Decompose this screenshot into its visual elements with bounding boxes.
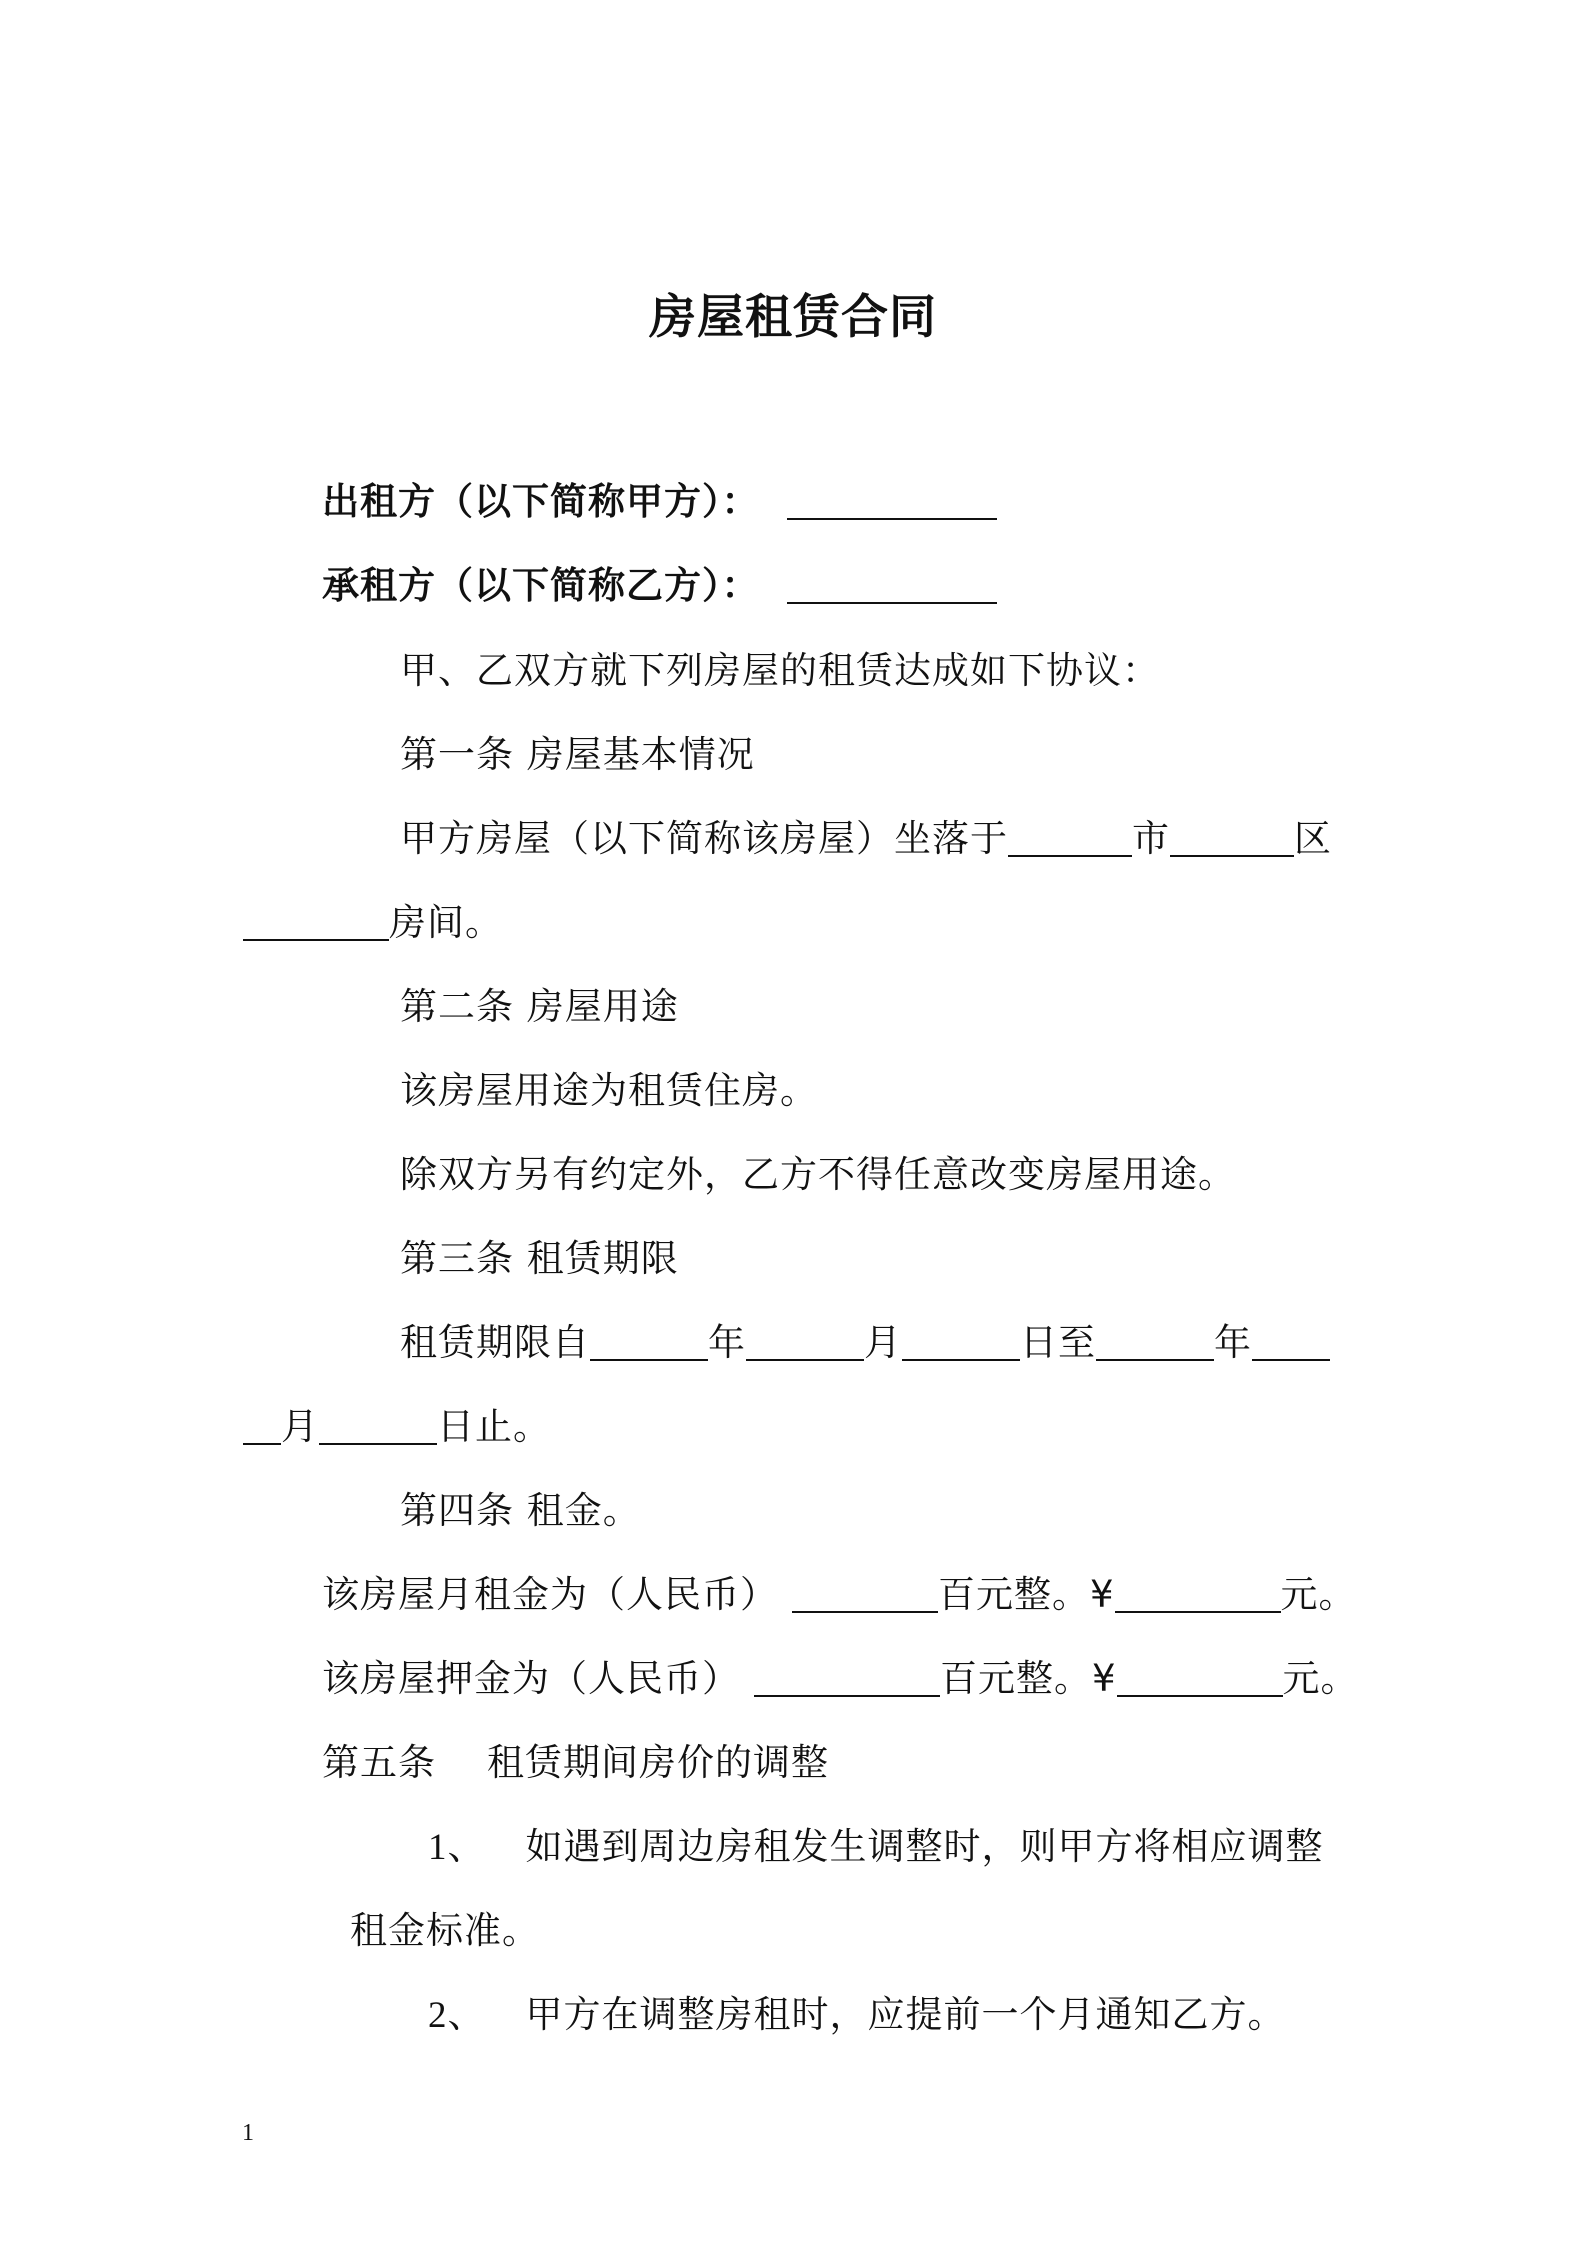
deposit-hundreds-label: 百元整。¥ <box>940 1657 1117 1700</box>
deposit-yuan-blank <box>1117 1655 1283 1697</box>
start-year-label: 年 <box>708 1321 746 1364</box>
end-month-label: 月 <box>281 1405 319 1448</box>
item2-text: 甲方在调整房租时，应提前一个月通知乙方。 <box>525 1993 1286 2036</box>
lessor-label: 出租方（以下简称甲方）： <box>322 480 760 523</box>
item1-line <box>428 1822 1324 1873</box>
end-day-label: 日止。 <box>437 1405 551 1448</box>
article2-line2: 除双方另有约定外，乙方不得任意改变房屋用途。 <box>400 1153 1236 1196</box>
start-day-blank <box>902 1319 1020 1361</box>
article5-heading: 第五条 租赁期间房价的调整 <box>322 1741 830 1784</box>
lessor-line <box>322 477 997 527</box>
rent-hundreds-label: 百元整。¥ <box>938 1573 1115 1616</box>
start-month-label: 月 <box>864 1321 902 1364</box>
item2-line <box>428 1990 1286 2041</box>
article1-room-line <box>243 898 503 948</box>
rent-label: 该房屋月租金为（人民币） <box>322 1573 778 1616</box>
page-number: 1 <box>242 2120 254 2146</box>
item1-text: 如遇到周边房租发生调整时，则甲方将相应调整 <box>525 1825 1324 1868</box>
rent-yuan-blank <box>1115 1571 1281 1613</box>
item2-number: 2、 <box>428 1995 486 2036</box>
term-from-label: 租赁期限自 <box>400 1321 590 1364</box>
rent-line <box>322 1570 1357 1620</box>
lessee-blank <box>787 562 997 604</box>
article2-heading: 第二条 房屋用途 <box>400 985 679 1028</box>
article1-line <box>400 814 1332 864</box>
start-month-blank <box>746 1319 864 1361</box>
end-day-blank <box>319 1403 437 1445</box>
city-label: 市 <box>1132 817 1170 860</box>
article1-text: 甲方房屋（以下简称该房屋）坐落于 <box>400 817 1008 860</box>
article2-line1: 该房屋用途为租赁住房。 <box>400 1069 818 1112</box>
end-year-label: 年 <box>1214 1321 1252 1364</box>
deposit-line <box>322 1654 1359 1704</box>
article1-heading: 第一条 房屋基本情况 <box>400 733 755 776</box>
item1-number: 1、 <box>428 1827 486 1868</box>
item1-cont: 租金标准。 <box>350 1909 540 1952</box>
room-label: 房间。 <box>389 901 503 944</box>
lessee-label: 承租方（以下简称乙方）： <box>322 564 760 607</box>
rent-hundreds-blank <box>792 1571 938 1613</box>
rent-yuan-label: 元。 <box>1280 1573 1357 1616</box>
article3-line <box>400 1318 1330 1368</box>
district-blank <box>1170 815 1294 857</box>
start-year-blank <box>590 1319 708 1361</box>
end-year-blank <box>1096 1319 1214 1361</box>
city-blank <box>1008 815 1132 857</box>
article3-heading: 第三条 租赁期限 <box>400 1237 679 1280</box>
article4-heading: 第四条 租金。 <box>400 1489 641 1532</box>
deposit-hundreds-blank <box>754 1655 940 1697</box>
room-blank <box>243 899 389 941</box>
district-label: 区 <box>1294 817 1332 860</box>
article3-cont-line <box>243 1402 551 1452</box>
lessor-blank <box>787 478 997 520</box>
end-month-blank-a <box>1252 1319 1330 1361</box>
document-title: 房屋租赁合同 <box>649 290 937 345</box>
lessee-line <box>322 561 997 611</box>
end-month-blank-b <box>243 1403 281 1445</box>
intro-line: 甲、乙双方就下列房屋的租赁达成如下协议： <box>400 649 1160 692</box>
deposit-label: 该房屋押金为（人民币） <box>322 1657 740 1700</box>
deposit-yuan-label: 元。 <box>1282 1657 1359 1700</box>
start-day-label: 日至 <box>1020 1321 1096 1364</box>
